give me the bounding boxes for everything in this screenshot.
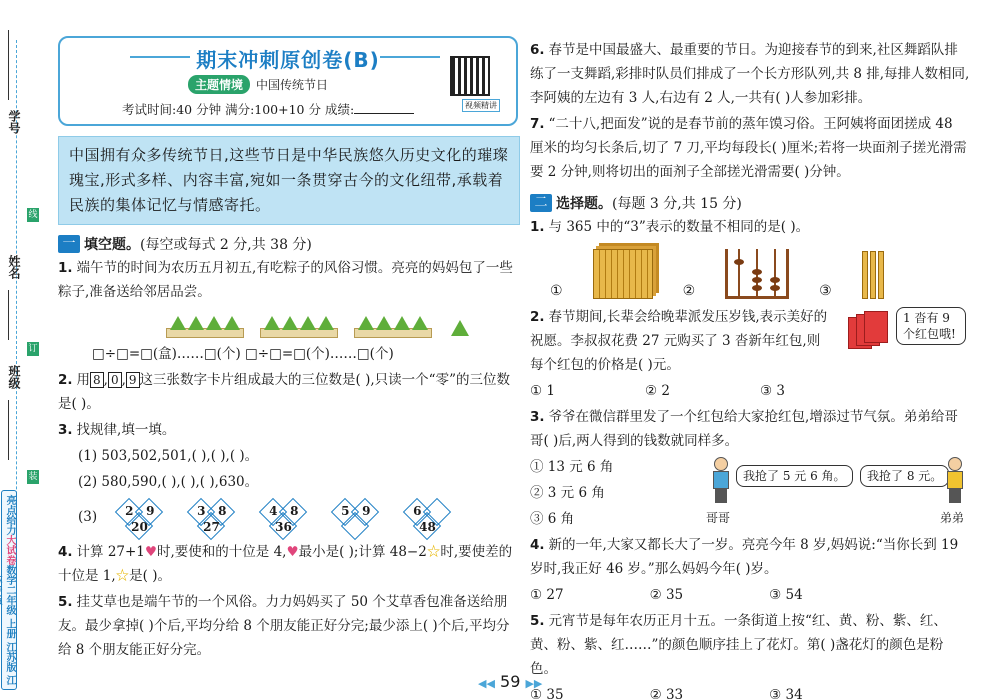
digit-card: 9 [126,372,140,388]
class-line [8,400,9,460]
heart-icon: ♥ [144,544,158,560]
ten-sticks-icon [862,251,884,299]
character-label: 哥哥 [706,511,731,525]
c2-options: ① 1 ② 2 ③ 3 [530,383,785,399]
q3-part-1: (1) 503,502,501,( ),( ),( )。 [78,448,259,464]
section-note: (每题 3 分,共 15 分) [612,196,742,212]
section-number: 一 [58,235,80,253]
option-label: ② [682,283,696,299]
choice-2: 2. 春节期间,长辈会给晚辈派发压岁钱,表示美好的祝愿。李叔叔花费 27 元购买了 3 沓新年红包,则每个红包的价格是( )元。 1 沓有 9 个红包哦! ① 1 ② 2 ③ 3 [530,305,970,403]
q1-equations: □÷□=□(盒)……□(个) □÷□=□(个)……□(个) [92,346,394,362]
boy-icon [944,457,966,503]
qr-code-icon[interactable] [450,56,490,96]
speech-bubble: 1 沓有 9 个红包哦! [896,307,966,345]
exam-title: 期末冲刺原创卷(B) [196,48,380,72]
next-arrow-icon[interactable]: ▶▶ [525,677,543,690]
diamond-item: 4 8 36 [263,498,307,538]
question-3: 3. 找规律,填一填。 [58,422,176,438]
diamond-item: 5 9 [335,498,379,538]
speech-bubble: 我抢了 5 元 6 角。 [736,465,853,487]
red-envelope-icon [848,311,888,351]
boy-icon [710,457,732,503]
c1-options [550,243,970,299]
zongzi-box-icon [260,314,338,338]
question-7: 7. “二十八,把面发”说的是春节前的蒸年馍习俗。王阿姨将面团搓成 48 厘米的均匀长条后,切了 7 刀,平均每段长( )厘米;若将一块面剂子搓光滑需要 2 分钟,则将切出的面剂子全部搓光滑需要( )分钟。 [530,116,967,180]
right-page [530,36,970,699]
choice-5: 5. 元宵节是每年农历正月十五。一条街道上按“红、黄、粉、紫、红、黄、粉、紫、红……”的颜色顺序挂上了花灯。第( )盏花灯的颜色是粉色。 [530,613,947,677]
choice-4: 4. 新的一年,大家又都长大了一岁。亮亮今年 8 岁,妈妈说:“当你长到 19 岁时,我正好 46 岁。”那么妈妈今年( )岁。 [530,537,959,577]
c5-options: ① 35 ② 33 ③ 34 [530,687,803,699]
diamond-item: 6 48 [407,498,451,538]
section-number: 二 [530,194,552,212]
zongzi-illustration [166,314,520,338]
exam-meta: 考试时间:40 分钟 满分:100+10 分 成绩: [122,100,414,118]
binding-tag: 装 [28,472,38,482]
option-label: ③ [819,283,832,299]
page-number: ◀◀ 59 ▶▶ [478,672,543,691]
series-label: 亮点给力大试卷数学二年级 上册 江苏版 江 [1,490,17,690]
prev-arrow-icon[interactable]: ◀◀ [478,677,495,690]
digit-card: 0 [108,372,122,388]
section-title: 填空题。 [84,237,140,253]
c3-option-3: ③ 6 角 [530,511,575,527]
c3-option-1: ① 13 元 6 角 [530,459,614,475]
name-label: 姓名 [7,255,21,279]
star-icon: ☆ [426,544,441,560]
class-label: 班级 [7,365,21,389]
choice-3: 3. 爷爷在微信群里发了一个红包给大家抢红包,增添过节气氛。弟弟给哥哥( )后,两人得到的钱数就同样多。 ① 13 元 6 角 ② 3 元 6 角 ③ 6 角 我抢了 5 元 6 角。 我抢了 8 元。 哥哥 弟弟 [530,405,970,531]
theme-pill: 主题情境 [188,75,250,94]
student-no-line [8,30,9,100]
left-page [58,36,520,662]
character-label: 弟弟 [940,511,965,525]
q3-part-3: (3) 2 9 20 3 8 27 4 8 36 5 9 6 48 [58,494,520,538]
binding-strip [0,0,40,699]
question-6: 6. 春节是中国最盛大、最重要的节日。为迎接春节的到来,社区舞蹈队排练了一支舞蹈,彩排时队员们排成了一个长方形队列,共 8 排,每排人数相同,李阿姨的左边有 3 人,右边有 2 人,一共有( )人参加彩排。 [530,42,970,106]
section-title: 选择题。 [556,196,612,212]
speech-bubble: 我抢了 8 元。 [860,465,949,487]
intro-paragraph: 中国拥有众多传统节日,这些节日是中华民族悠久历史文化的璀璨瑰宝,形式多样、内容丰富,宛如一条贯穿古今的文化纽带,承载着民族的集体记忆与情感寄托。 [58,136,520,225]
diamond-item: 3 8 27 [191,498,235,538]
question-1: 1. 端午节的时间为农历五月初五,有吃粽子的风俗习惯。亮亮的妈妈包了一些粽子,准备送给邻居品尝。 [58,260,513,300]
question-4: 4. 计算 27+1♥时,要使和的十位是 4,♥最小是( );计算 48−2☆时,要使差的十位是 1,☆是( )。 [58,544,513,584]
digit-card: 8 [90,372,104,388]
c3-option-2: ② 3 元 6 角 [530,485,605,501]
zongzi-icon [448,314,470,338]
choice-1: 1. 与 365 中的“3”表示的数量不相同的是( )。 [530,219,810,235]
binding-tag: 线 [28,210,38,220]
name-line [8,290,9,340]
binding-tag: 订 [28,344,38,354]
heart-icon: ♥ [286,544,299,560]
title-box [58,36,518,126]
section-header [530,193,970,213]
star-icon: ☆ [115,568,130,584]
zongzi-box-icon [166,314,244,338]
abacus-icon [725,249,789,299]
q3-part-2: (2) 580,590,( ),( ),( ),630。 [78,474,259,490]
diamond-item: 2 9 20 [119,498,163,538]
option-label: ① [550,283,563,299]
section-note: (每空或每式 2 分,共 38 分) [140,237,312,253]
zongzi-box-icon [354,314,432,338]
theme-text: 中国传统节日 [256,78,329,92]
question-2: 2. 用 8 , 0 , 9 这三张数字卡片组成最大的三位数是( ),只读一个“零”的三位数是( )。 [58,372,510,412]
student-no-label: 学号 [7,110,21,134]
diamond-pattern [119,498,451,538]
question-5: 5. 挂艾草也是端午节的一个风俗。力力妈妈买了 50 个艾草香包准备送给朋友。最少拿掉( )个后,平均分给 8 个朋友能正好分完;最少添上( )个后,平均分给 8 个朋友能正好分完。 [58,594,510,658]
section-header [58,234,520,254]
hundred-blocks-icon [593,249,653,299]
qr-caption: 视频精讲 [462,99,500,112]
theme-line [188,75,328,94]
c4-options: ① 27 ② 35 ③ 54 [530,587,803,603]
